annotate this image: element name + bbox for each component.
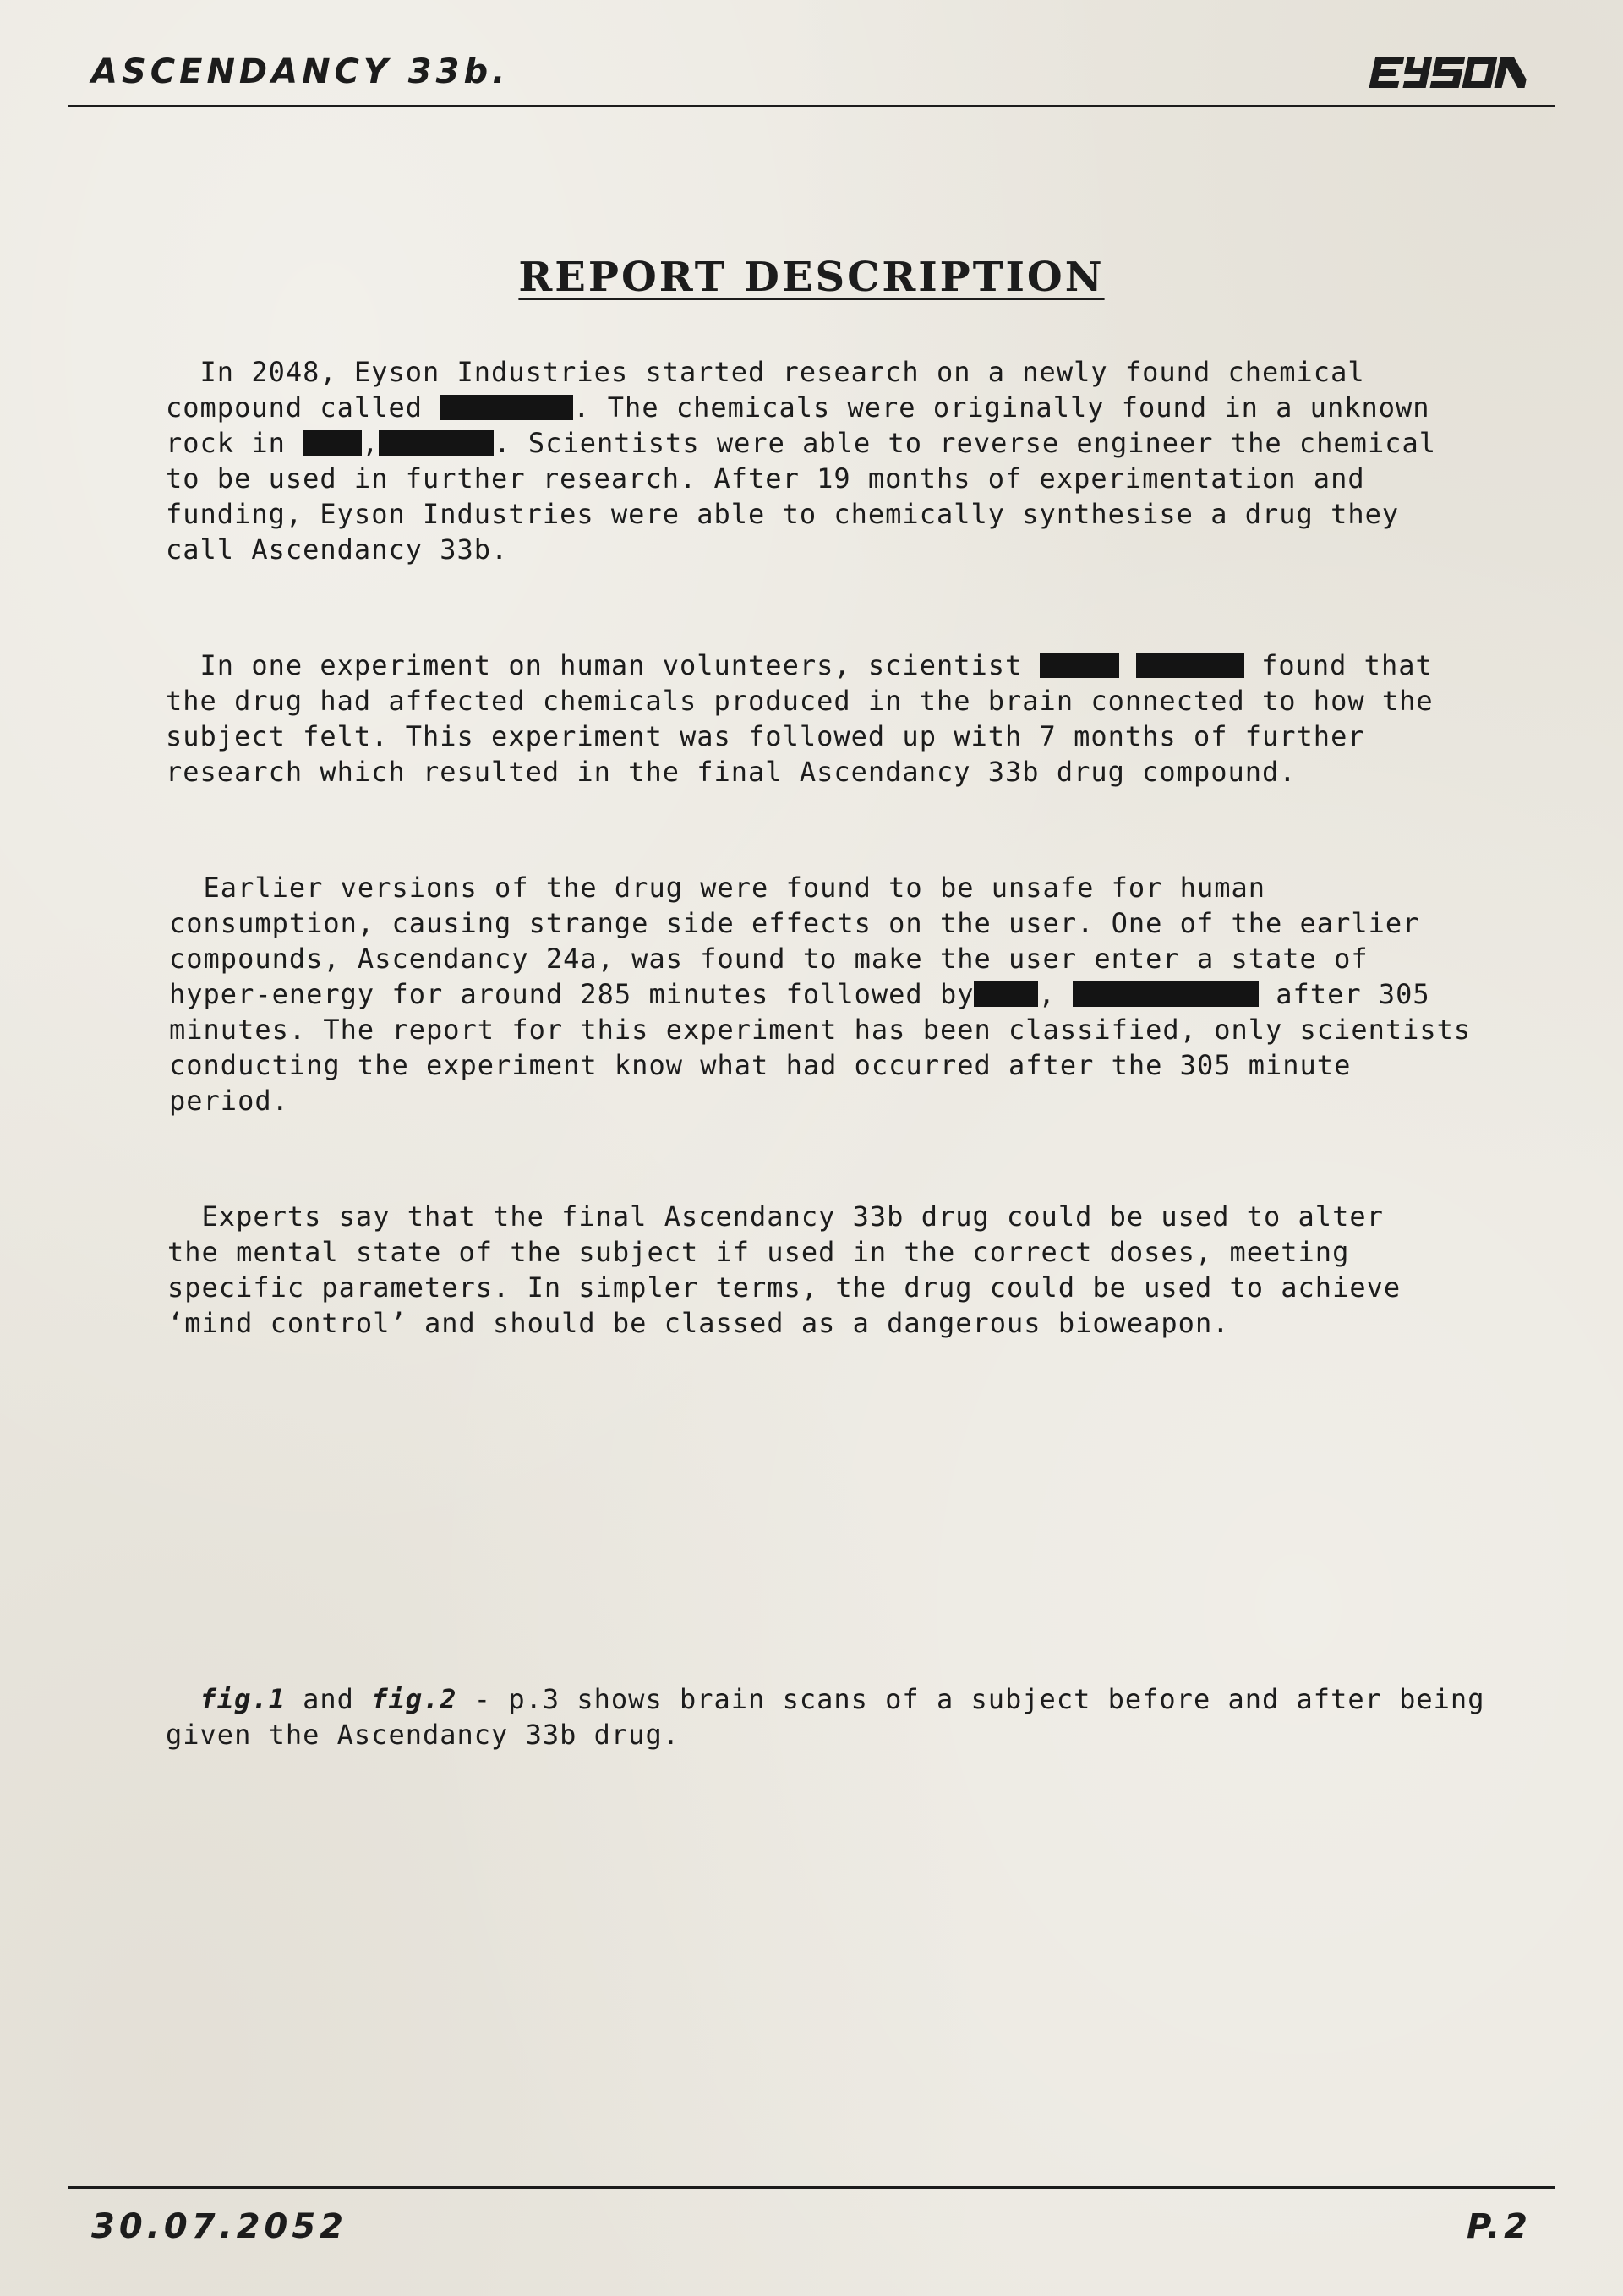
fig-2-reference: fig.2 — [371, 1683, 457, 1715]
p5-line-1-rest: - p.3 shows brain scans of a subject before and after being — [456, 1683, 1485, 1715]
redaction-bar — [379, 430, 494, 456]
p1-line-3b: , — [362, 427, 380, 459]
report-heading — [0, 254, 1623, 301]
p2-line-2: the drug had affected chemicals produced in the brain connected to how the — [166, 685, 1434, 717]
p1-line-5: funding, Eyson Industries were able to chemically synthesise a drug they — [166, 498, 1400, 530]
p1-line-4: to be used in further research. After 19 months of experimentation and — [166, 462, 1365, 495]
redaction-bar — [303, 430, 362, 456]
paragraph-1 — [166, 354, 1467, 567]
eyson-logo — [1366, 54, 1535, 91]
p5-and: and — [285, 1683, 372, 1715]
document-title: ASCENDANCY 33b. — [91, 52, 510, 91]
p2-line-1a: In one experiment on human volunteers, scientist — [166, 649, 1023, 681]
redaction-bar — [1073, 981, 1259, 1007]
p4-line-3: specific parameters. In simpler terms, the drug could be used to achieve — [167, 1271, 1402, 1304]
p4-line-4: ‘mind control’ and should be classed as a dangerous bioweapon. — [167, 1307, 1230, 1339]
p3-line-7: period. — [169, 1085, 289, 1117]
page-number: P.2 — [1466, 2207, 1532, 2246]
p1-line-2a: compound called — [166, 391, 440, 424]
p3-line-4b: , — [1038, 978, 1056, 1010]
p3-line-1: Earlier versions of the drug were found to be unsafe for human — [169, 872, 1265, 904]
fig-1-reference: fig.1 — [199, 1683, 286, 1715]
p3-line-5: minutes. The report for this experiment has been classified, only scientists — [169, 1014, 1472, 1046]
p3-line-4c: after 305 — [1259, 978, 1430, 1010]
page-header — [68, 49, 1555, 107]
paragraph-3 — [169, 870, 1471, 1118]
p1-line-3c: . Scientists were able to reverse engineer the chemical — [494, 427, 1436, 459]
p2-line-4: research which resulted in the final Ascendancy 33b drug compound. — [166, 756, 1297, 788]
redaction-bar — [1040, 653, 1119, 678]
p3-line-3: compounds, Ascendancy 24a, was found to make the user enter a state of — [169, 943, 1369, 975]
p5-indent — [166, 1683, 200, 1715]
p2-line-1b: found that — [1261, 649, 1433, 681]
redaction-bar — [440, 395, 573, 420]
p1-line-3a: rock in — [166, 427, 303, 459]
p5-line-2: given the Ascendancy 33b drug. — [166, 1719, 680, 1751]
p1-line-2b: . The chemicals were originally found in a unknown — [573, 391, 1430, 424]
redaction-bar — [1136, 653, 1244, 678]
p1-line-6: call Ascendancy 33b. — [166, 533, 509, 566]
p1-line-1: In 2048, Eyson Industries started research on a newly found chemical — [166, 356, 1365, 388]
page-footer — [68, 2186, 1555, 2256]
p3-line-4a: hyper-energy for around 285 minutes followed by — [169, 978, 975, 1010]
p2-line-3: subject felt. This experiment was followed up with 7 months of further — [166, 720, 1365, 752]
report-heading-text: REPORT DESCRIPTION — [518, 254, 1105, 301]
p3-line-6: conducting the experiment know what had occurred after the 305 minute — [169, 1049, 1352, 1081]
paragraph-5 — [166, 1681, 1485, 1752]
p4-line-2: the mental state of the subject if used in the correct doses, meeting — [167, 1236, 1350, 1268]
document-date: 30.07.2052 — [91, 2207, 348, 2246]
p3-line-2: consumption, causing strange side effects on the user. One of the earlier — [169, 907, 1420, 939]
redaction-bar — [974, 981, 1038, 1007]
paragraph-4 — [167, 1199, 1469, 1341]
p4-line-1: Experts say that the final Ascendancy 33b drug could be used to alter — [167, 1200, 1384, 1233]
paragraph-2 — [166, 648, 1467, 790]
